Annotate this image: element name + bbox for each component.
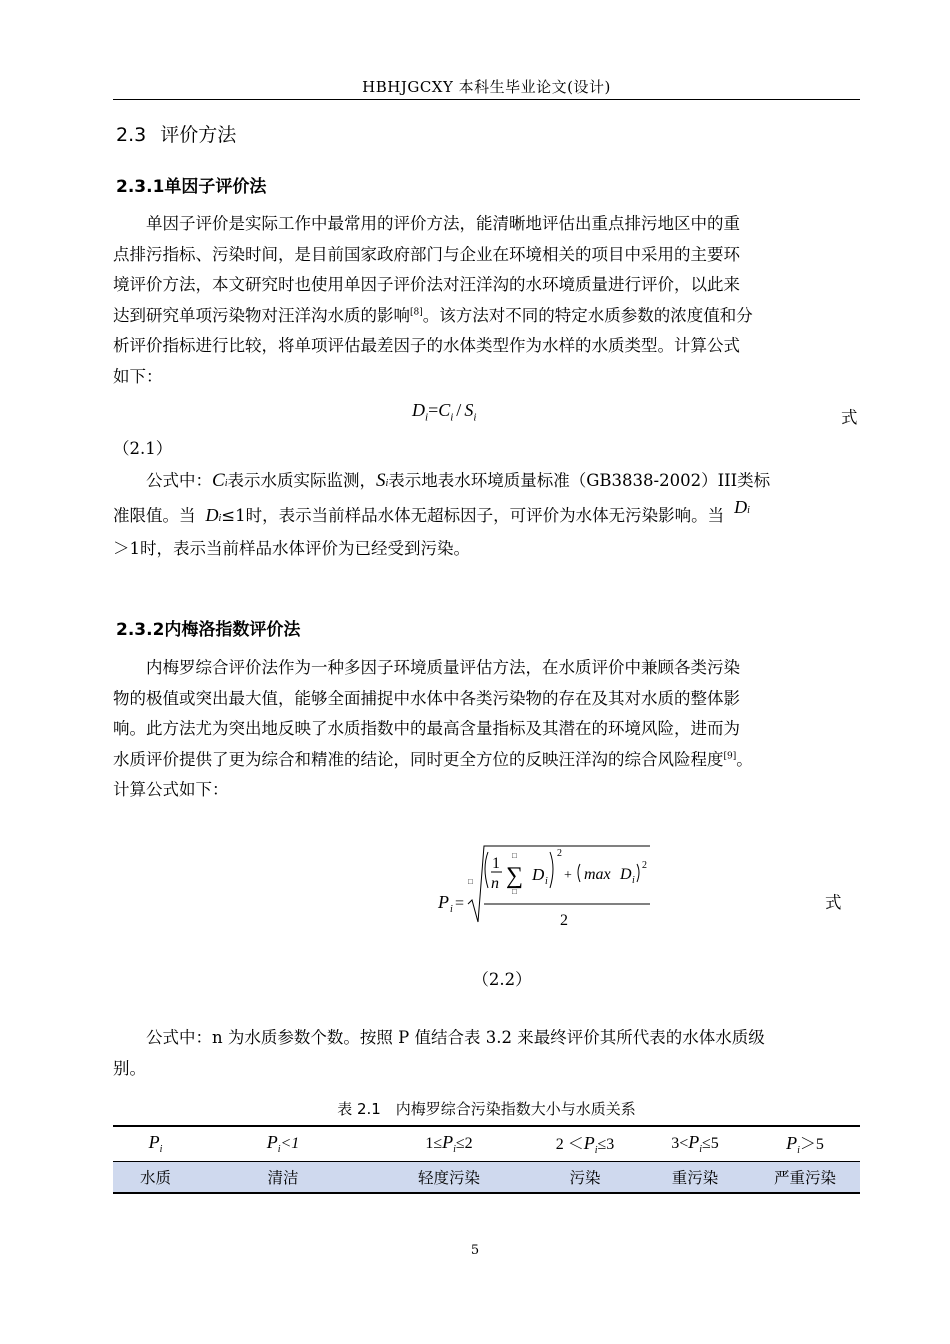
formula-label: 式 [825, 893, 842, 912]
table-cell: 重污染 [640, 1162, 750, 1194]
math-subscript: i [385, 478, 389, 489]
cell-text: 2 ＜ [555, 1136, 584, 1154]
left-paren [485, 852, 488, 888]
text-span: 公式中： [146, 471, 212, 490]
table-cell: 清洁 [198, 1162, 368, 1194]
math-symbol: C [438, 400, 451, 420]
text-line: 公式中：n 为水质参数个数。按照 P 值结合表 3.2 来最终评价其所代表的水体水质级 [146, 1028, 765, 1047]
section-heading [116, 120, 236, 147]
math-symbol: n [491, 875, 499, 892]
paragraph-formula-explanation-2 [113, 1023, 860, 1084]
math-symbol: = [428, 400, 439, 420]
table-cell: 水质 [113, 1162, 198, 1194]
math-symbol: P [148, 1132, 160, 1153]
table-cell [530, 1126, 640, 1162]
table-cell: 污染 [530, 1162, 640, 1194]
cell-text: <1 [280, 1135, 300, 1153]
paragraph-single-factor [113, 209, 860, 392]
table-cell [640, 1126, 750, 1162]
table-row [113, 1162, 860, 1194]
math-symbol: P [266, 1132, 278, 1153]
formula-label: 式 [841, 408, 858, 427]
section-number: 2.3 [116, 124, 147, 146]
math-subscript: i [159, 1144, 163, 1156]
math-subscript: i [450, 411, 454, 424]
math-symbol: max [584, 866, 611, 883]
subsection-title: 单因子评价法 [164, 177, 267, 197]
math-subscript: i [450, 904, 453, 915]
math-symbol: C [212, 470, 225, 491]
right-paren [550, 852, 553, 888]
table-cell [198, 1126, 368, 1162]
formula-2-1 [412, 400, 476, 424]
right-paren [637, 864, 639, 882]
math-symbol: P [583, 1133, 595, 1154]
table-cell: 轻度污染 [368, 1162, 530, 1194]
math-subscript: i [277, 1144, 281, 1156]
math-symbol: D [532, 865, 545, 884]
text-line: 响。此方法尤为突出地反映了水质指数中的最高含量指标及其潜在的环境风险，进而为 [113, 719, 740, 738]
math-subscript: i [545, 876, 548, 887]
subsection-heading-2 [116, 615, 300, 640]
text-line: 析评价指标进行比较，将单项评估最差因子的水体类型作为水样的水质类型。计算公式 [113, 336, 740, 355]
paragraph-formula-explanation [113, 466, 860, 565]
table-row [113, 1126, 860, 1162]
citation-9[interactable]: [9] [723, 751, 737, 761]
math-placeholder: □ [512, 851, 517, 860]
cell-text: 3< [671, 1135, 689, 1153]
subsection-heading-1 [116, 172, 266, 197]
math-subscript: i [632, 875, 635, 886]
text-line: 如下： [113, 366, 163, 386]
text-span: 表示水质实际监测， [227, 471, 376, 490]
math-symbol: P [442, 1132, 454, 1153]
cell-text: ≤5 [702, 1135, 719, 1153]
cell-text: ＞5 [799, 1136, 824, 1154]
math-placeholder: □ [468, 877, 473, 886]
math-symbol: S [464, 400, 474, 420]
text-span: 。 [736, 749, 753, 769]
math-symbol: D [412, 400, 425, 420]
math-symbol: + [564, 868, 572, 883]
math-symbol: D [205, 504, 219, 525]
math-placeholder: □ [512, 887, 517, 896]
text-line [113, 496, 860, 535]
math-subscript: i [218, 512, 222, 524]
math-symbol: D [620, 866, 632, 883]
math-subscript: i [747, 504, 750, 516]
math-superscript: 2 [557, 848, 562, 859]
text-line [113, 301, 860, 332]
section-title: 评价方法 [160, 124, 237, 146]
page-number: 5 [470, 1243, 480, 1258]
subsection-number: 2.3.1 [116, 177, 165, 197]
math-symbol: / [456, 400, 462, 420]
text-line [113, 745, 860, 776]
text-line: 计算公式如下： [113, 780, 229, 799]
math-symbol: S [375, 470, 386, 491]
water-quality-table [113, 1125, 860, 1194]
math-symbol: D [734, 496, 748, 517]
text-span: 表示地表水环境质量标准（GB3838-2002）III类标 [388, 471, 771, 490]
text-span: 准限值。当 [113, 505, 196, 525]
text-line: 物的极值或突出最大值，能够全面捕捉中水体中各类污染物的存在及其对水质的整体影 [113, 688, 740, 708]
subsection-title: 内梅洛指数评价法 [164, 620, 301, 640]
formula-2-2 [400, 838, 670, 938]
header-rule [113, 99, 860, 100]
formula-number: （2.1） [113, 439, 173, 458]
sum-symbol: ∑ [506, 863, 524, 889]
text-span: 水质评价提供了更为综合和精准的结论，同时更全方位的反映汪洋沟的综合风险程度 [113, 749, 724, 769]
math-subscript: i [473, 411, 477, 424]
math-symbol: 2 [560, 912, 568, 929]
math-superscript: 2 [642, 860, 647, 871]
math-symbol: 1 [492, 855, 500, 872]
text-line: 境评价方法，本文研究时也使用单因子评价法对汪洋沟的水环境质量进行评价，以此来 [113, 275, 740, 294]
table-cell [368, 1126, 530, 1162]
paragraph-nemerow [113, 653, 860, 806]
text-line [113, 466, 860, 500]
cell-text: 1≤ [425, 1135, 443, 1153]
math-subscript: i [224, 478, 228, 489]
math-symbol: = [455, 895, 465, 912]
table-cell [750, 1126, 860, 1162]
running-header: HBHJGCXY 本科生毕业论文(设计) [362, 78, 611, 96]
math-subscript: i [425, 411, 429, 424]
cell-text: ≤2 [455, 1135, 473, 1153]
subsection-number: 2.3.2 [116, 620, 165, 640]
formula-number: （2.2） [472, 970, 532, 989]
text-line: 内梅罗综合评价法作为一种多因子环境质量评估方法，在水质评价中兼顾各类污染 [146, 658, 740, 677]
text-line: 单因子评价是实际工作中最常用的评价方法，能清晰地评估出重点排污地区中的重 [146, 214, 740, 233]
math-subscript: i [594, 1145, 598, 1157]
text-line: ＞1时，表示当前样品水体评价为已经受到污染。 [113, 539, 470, 558]
cell-text: ≤3 [597, 1136, 615, 1154]
math-subscript: i [797, 1145, 800, 1157]
table-caption: 表 2.1 内梅罗综合污染指数大小与水质关系 [337, 1100, 636, 1118]
math-symbol: P [688, 1132, 700, 1153]
text-span: 达到研究单项污染物对汪洋沟水质的影响 [113, 305, 410, 325]
text-line: 别。 [113, 1058, 146, 1078]
citation-8[interactable]: [8] [410, 307, 423, 317]
math-symbol: P [786, 1133, 798, 1154]
math-subscript: i [453, 1144, 456, 1156]
table-cell: 严重污染 [750, 1162, 860, 1194]
text-span: ≤1时，表示当前样品水体无超标因子，可评价为水体无污染影响。当 [221, 505, 725, 525]
text-line: 点排污指标、污染时间，是目前国家政府部门与企业在环境相关的项目中采用的主要环 [113, 244, 740, 264]
table-cell [113, 1126, 198, 1162]
text-span: 。该方法对不同的特定水质参数的浓度值和分 [422, 305, 753, 325]
math-subscript: i [699, 1144, 703, 1156]
left-paren [578, 864, 580, 882]
math-symbol: P [438, 892, 449, 912]
